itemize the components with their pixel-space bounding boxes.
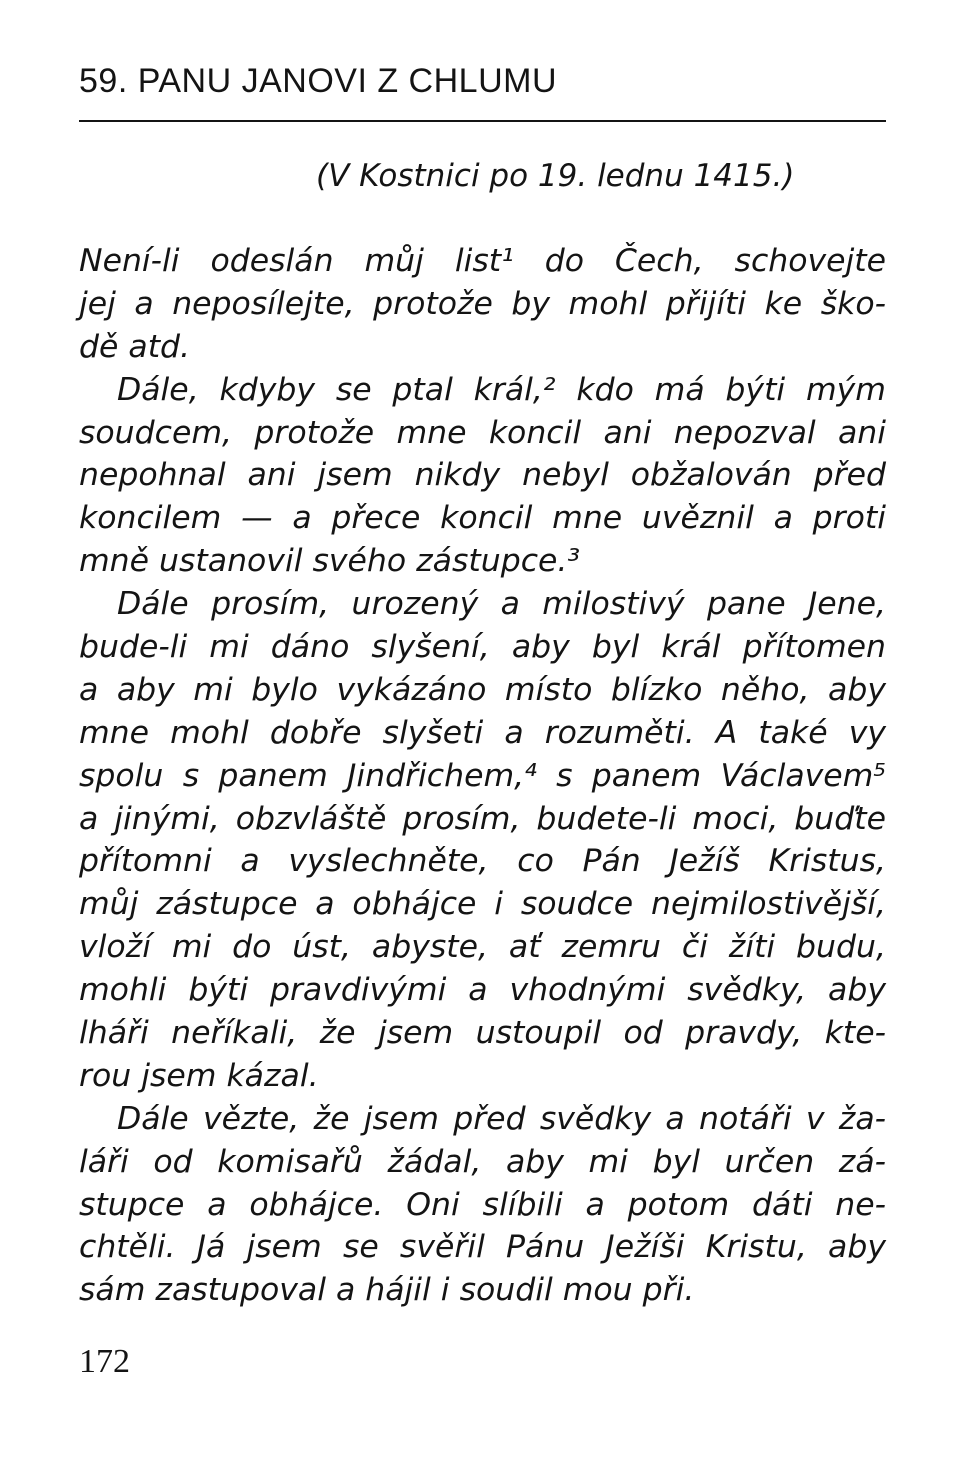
text-line: mohli býti pravdivými a vhodnými svědky, aby bbox=[79, 972, 886, 1009]
text-line: nepohnal ani jsem nikdy nebyl obžalován před bbox=[79, 457, 886, 494]
chapter-title: 59. PANU JANOVI Z CHLUMU bbox=[79, 62, 558, 100]
text-line: Dále prosím, urozený a milostivý pane Jene, bbox=[117, 586, 886, 623]
text-line: lháři neříkali, že jsem ustoupil od pravdy, kte- bbox=[79, 1015, 886, 1052]
letter-body bbox=[79, 240, 886, 1312]
text-line: spolu s panem Jindřichem,⁴ s panem Václavem⁵ bbox=[79, 757, 886, 794]
text-line: láři od komisařů žádal, aby mi byl určen zá- bbox=[79, 1143, 886, 1180]
text-line: koncilem — a přece koncil mne uvěznil a proti bbox=[79, 500, 886, 537]
text-line: můj zástupce a obhájce i soudce nejmilostivější, bbox=[79, 886, 886, 923]
text-line: chtěli. Já jsem se svěřil Pánu Ježíši Kristu, aby bbox=[79, 1229, 886, 1266]
text-line: jej a neposílejte, protože by mohl přijíti ke ško- bbox=[79, 285, 886, 322]
text-line: sám zastupoval a hájil i soudil mou při. bbox=[79, 1272, 695, 1309]
text-line: mne mohl dobře slyšeti a rozuměti. A také vy bbox=[79, 714, 886, 751]
text-line: přítomni a vyslechněte, co Pán Ježíš Kristus, bbox=[79, 843, 886, 880]
header-rule bbox=[79, 120, 886, 122]
text-line: bude-li mi dáno slyšení, aby byl král přítomen bbox=[79, 629, 886, 666]
text-line: soudcem, protože mne koncil ani nepozval ani bbox=[79, 414, 886, 451]
text-line: Není-li odeslán můj list¹ do Čech, schovejte bbox=[79, 243, 886, 279]
text-line: Dále vězte, že jsem před svědky a notáři v ža- bbox=[117, 1100, 886, 1137]
text-line: dě atd. bbox=[79, 328, 191, 365]
text-line: a jinými, obzvláště prosím, budete-li moci, buďte bbox=[79, 800, 886, 837]
text-line: rou jsem kázal. bbox=[79, 1057, 319, 1094]
dateline: (V Kostnici po 19. lednu 1415.) bbox=[316, 158, 795, 194]
page-number: 172 bbox=[79, 1343, 130, 1380]
text-line: a aby mi bylo vykázáno místo blízko něho, aby bbox=[79, 671, 886, 708]
text-line: stupce a obhájce. Oni slíbili a potom dáti ne- bbox=[79, 1186, 886, 1223]
text-line: Dále, kdyby se ptal král,² kdo má býti mým bbox=[117, 371, 886, 408]
text-line: mně ustanovil svého zástupce.³ bbox=[79, 543, 581, 580]
text-line: vloží mi do úst, abyste, ať zemru či žíti budu, bbox=[79, 929, 886, 966]
